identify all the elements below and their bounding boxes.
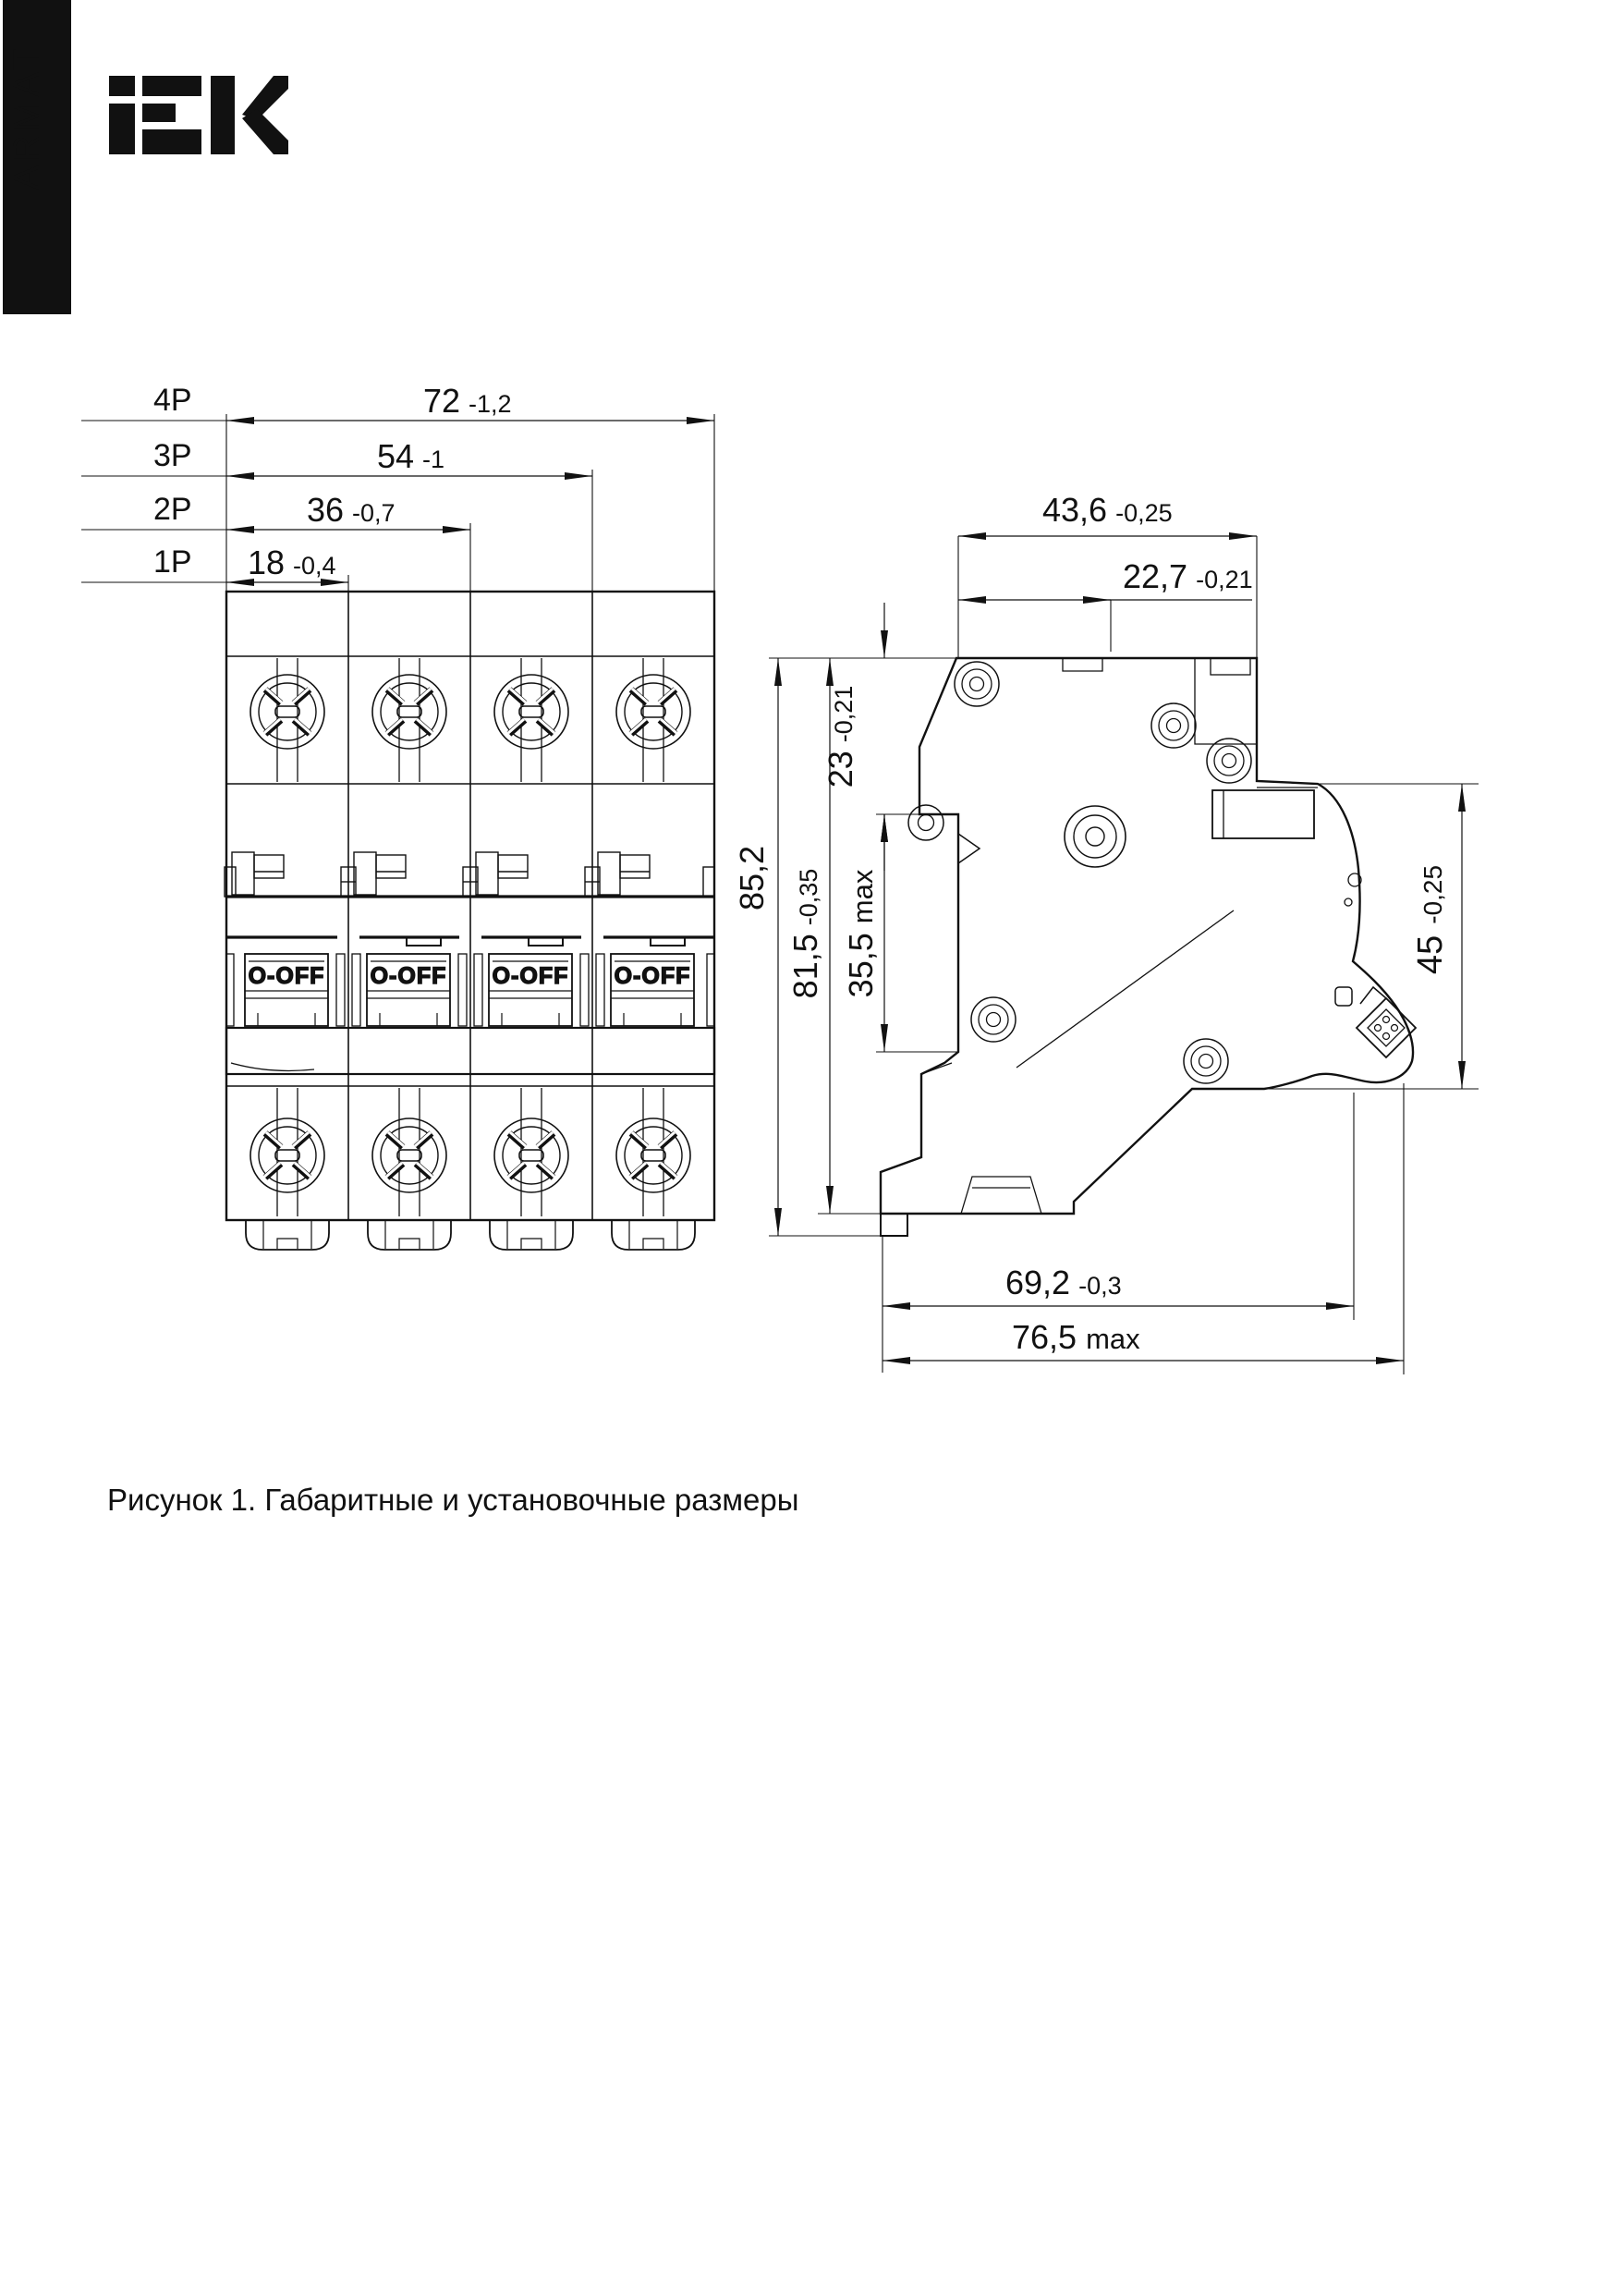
toggle-seal-eyelet [1357, 987, 1416, 1057]
side-dim-rail-recess [842, 814, 884, 1052]
side-din-details [881, 805, 980, 1236]
dim-value: 36 -0,7 [307, 491, 396, 529]
toggle-label: O-OFF [370, 963, 447, 989]
toggle-label: O-OFF [248, 963, 325, 989]
side-dim-front-height [1411, 784, 1462, 1089]
case-rivet [1151, 703, 1196, 748]
toggle-label: O-OFF [614, 963, 691, 989]
terminal-screw [616, 675, 690, 749]
front-din-clips [246, 1220, 695, 1250]
terminal-screw [372, 1118, 446, 1192]
terminal-screw [494, 675, 568, 749]
case-rivet [1065, 806, 1126, 867]
front-dim-2p [81, 491, 470, 530]
dim-value: 23-0,21 [822, 685, 859, 788]
front-dim-4p [81, 382, 714, 421]
front-view [81, 382, 714, 1250]
side-dim-depth-lower [883, 1264, 1354, 1306]
side-internal-details [961, 658, 1361, 1214]
dim-value: 43,6 -0,25 [1042, 491, 1173, 529]
front-dim-1p [81, 543, 348, 582]
dim-value: 35,5max [842, 869, 880, 998]
case-rivet [1184, 1039, 1228, 1083]
terminal-screw [372, 675, 446, 749]
dim-value: 18 -0,4 [248, 543, 336, 581]
front-tab-band [225, 852, 714, 897]
terminal-screw [250, 1118, 324, 1192]
toggle-knob [1212, 790, 1314, 838]
dim-value: 72 -1,2 [423, 382, 512, 420]
side-dim-depth-top [958, 491, 1257, 536]
terminal-screw [250, 675, 324, 749]
brand-sidebar [3, 0, 71, 314]
housing-parting-line [1016, 910, 1234, 1068]
side-dim-height-body [786, 658, 830, 1214]
iek-logo [109, 76, 288, 154]
dim-value: 45-0,25 [1411, 864, 1450, 975]
side-dim-rail-offset [822, 603, 884, 871]
dim-value: 85,2 [733, 845, 771, 911]
dim-value: 76,5 max [1012, 1318, 1140, 1356]
pole-label-4p: 4P [153, 383, 192, 418]
dim-value: 69,2 -0,3 [1005, 1264, 1122, 1301]
figure-caption: Рисунок 1. Габаритные и установочные размеры [107, 1483, 799, 1517]
dim-value: 81,5-0,35 [786, 868, 824, 999]
toggle-label: O-OFF [492, 963, 569, 989]
side-screw-bosses [955, 662, 1251, 1083]
side-dim-height-total [733, 658, 778, 1236]
pole-label-2p: 2P [153, 492, 192, 527]
side-dim-depth-front [958, 557, 1253, 600]
side-body-outline [881, 658, 1413, 1214]
side-dim-depth-max [883, 1318, 1404, 1361]
pole-label-3p: 3P [153, 438, 192, 473]
terminal-screw [616, 1118, 690, 1192]
case-rivet [971, 997, 1016, 1042]
case-rivet [955, 662, 999, 706]
dim-value: 22,7 -0,21 [1123, 557, 1253, 595]
front-dim-3p [81, 437, 592, 476]
side-view [733, 491, 1479, 1374]
case-rivet [1207, 739, 1251, 783]
dim-value: 54 -1 [377, 437, 445, 475]
terminal-screw [494, 1118, 568, 1192]
brand-sidebar-label: ARMAT [6, 44, 47, 190]
pole-label-1p: 1P [153, 544, 192, 580]
